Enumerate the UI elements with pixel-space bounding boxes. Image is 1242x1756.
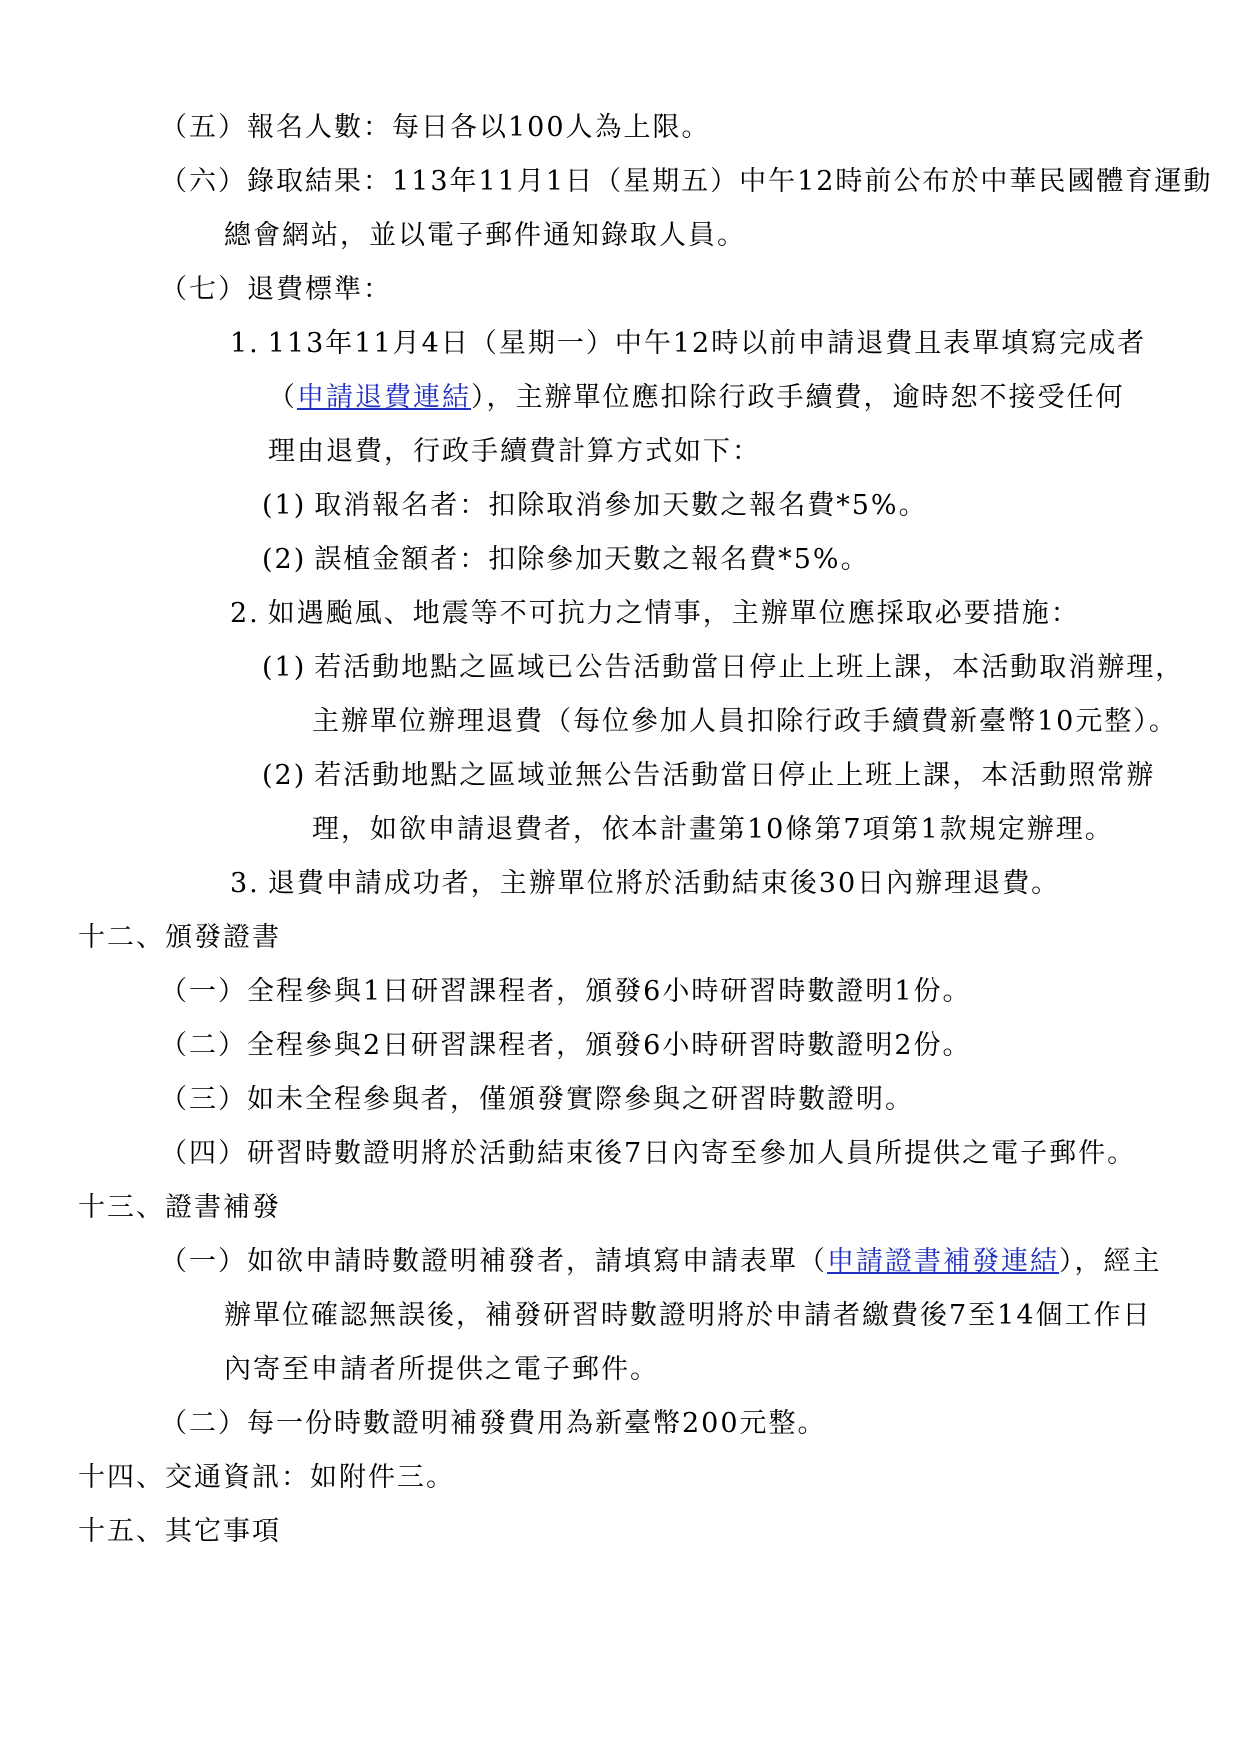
section-13-heading: 十三、證書補發 [78,1192,281,1223]
certificate-reissue-link[interactable]: 申請證書補發連結 [827,1246,1059,1277]
item-7-refund-standard: （七）退費標準： [160,274,392,305]
item-5-registration-count: （五）報名人數：每日各以100人為上限。 [160,112,711,143]
refund-rule-1 [230,324,1146,364]
refund-rule-1-sub-2 [262,540,870,580]
section-14-heading: 十四、交通資訊：如附件三。 [78,1462,455,1493]
section-12-item-2: （二）全程參與2日研習課程者，頒發6小時研習時數證明2份。 [160,1030,972,1061]
list-number: 2. [230,598,260,629]
list-number: (1) [262,652,307,683]
refund-rule-3 [230,864,1060,904]
refund-rule-1-cont-text: ），主辦單位應扣除行政手續費，逾時恕不接受任何 [471,382,1125,413]
paren-open: （ [268,382,297,413]
section-12-item-1: （一）全程參與1日研習課程者，頒發6小時研習時數證明1份。 [160,976,972,1007]
section-13-item-1-cont2: 內寄至申請者所提供之電子郵件。 [224,1354,659,1385]
refund-rule-1-cont [268,378,1125,418]
refund-application-link[interactable]: 申請退費連結 [297,382,471,413]
refund-rule-2 [230,594,1080,634]
section-13-item-1-text-end: ），經主 [1059,1246,1162,1277]
refund-rule-1-sub-2-text: 誤植金額者：扣除參加天數之報名費*5%。 [314,544,870,575]
refund-rule-2-sub-2-cont: 理，如欲申請退費者，依本計畫第10條第7項第1款規定辦理。 [312,814,1114,845]
refund-rule-2-sub-1-text: 若活動地點之區域已公告活動當日停止上班上課，本活動取消辦理， [314,652,1185,683]
refund-rule-1-sub-1 [262,486,928,526]
refund-rule-1-cont2: 理由退費，行政手續費計算方式如下： [268,436,761,467]
refund-rule-3-text: 退費申請成功者，主辦單位將於活動結束後30日內辦理退費。 [267,868,1061,899]
list-number: (1) [262,490,307,521]
refund-rule-2-sub-2-text: 若活動地點之區域並無公告活動當日停止上班上課，本活動照常辦 [314,760,1156,791]
section-12-heading: 十二、頒發證書 [78,922,281,953]
section-13-item-1-text: （一）如欲申請時數證明補發者，請填寫申請表單（ [160,1246,827,1277]
item-6-admission-results: （六）錄取結果：113年11月1日（星期五）中午12時前公布於中華民國體育運動 [160,166,1213,197]
list-number: 3. [230,868,260,899]
item-6-admission-results-cont: 總會網站，並以電子郵件通知錄取人員。 [224,220,746,251]
section-13-item-2: （二）每一份時數證明補發費用為新臺幣200元整。 [160,1408,827,1439]
refund-rule-2-sub-2 [262,756,1155,796]
refund-rule-2-sub-1 [262,648,1184,688]
refund-rule-2-text: 如遇颱風、地震等不可抗力之情事，主辦單位應採取必要措施： [267,598,1080,629]
refund-rule-1-text: 113年11月4日（星期一）中午12時以前申請退費且表單填寫完成者 [267,328,1147,359]
section-13-item-1-cont: 辦單位確認無誤後，補發研習時數證明將於申請者繳費後7至14個工作日 [224,1300,1152,1331]
section-12-item-4: （四）研習時數證明將於活動結束後7日內寄至參加人員所提供之電子郵件。 [160,1138,1137,1169]
list-number: 1. [230,328,260,359]
refund-rule-2-sub-1-cont: 主辦單位辦理退費（每位參加人員扣除行政手續費新臺幣10元整）。 [312,706,1178,737]
refund-rule-1-sub-1-text: 取消報名者：扣除取消參加天數之報名費*5%。 [314,490,928,521]
section-15-heading: 十五、其它事項 [78,1516,281,1547]
list-number: (2) [262,760,307,791]
list-number: (2) [262,544,307,575]
section-12-item-3: （三）如未全程參與者，僅頒發實際參與之研習時數證明。 [160,1084,914,1115]
section-13-item-1 [160,1242,1162,1282]
